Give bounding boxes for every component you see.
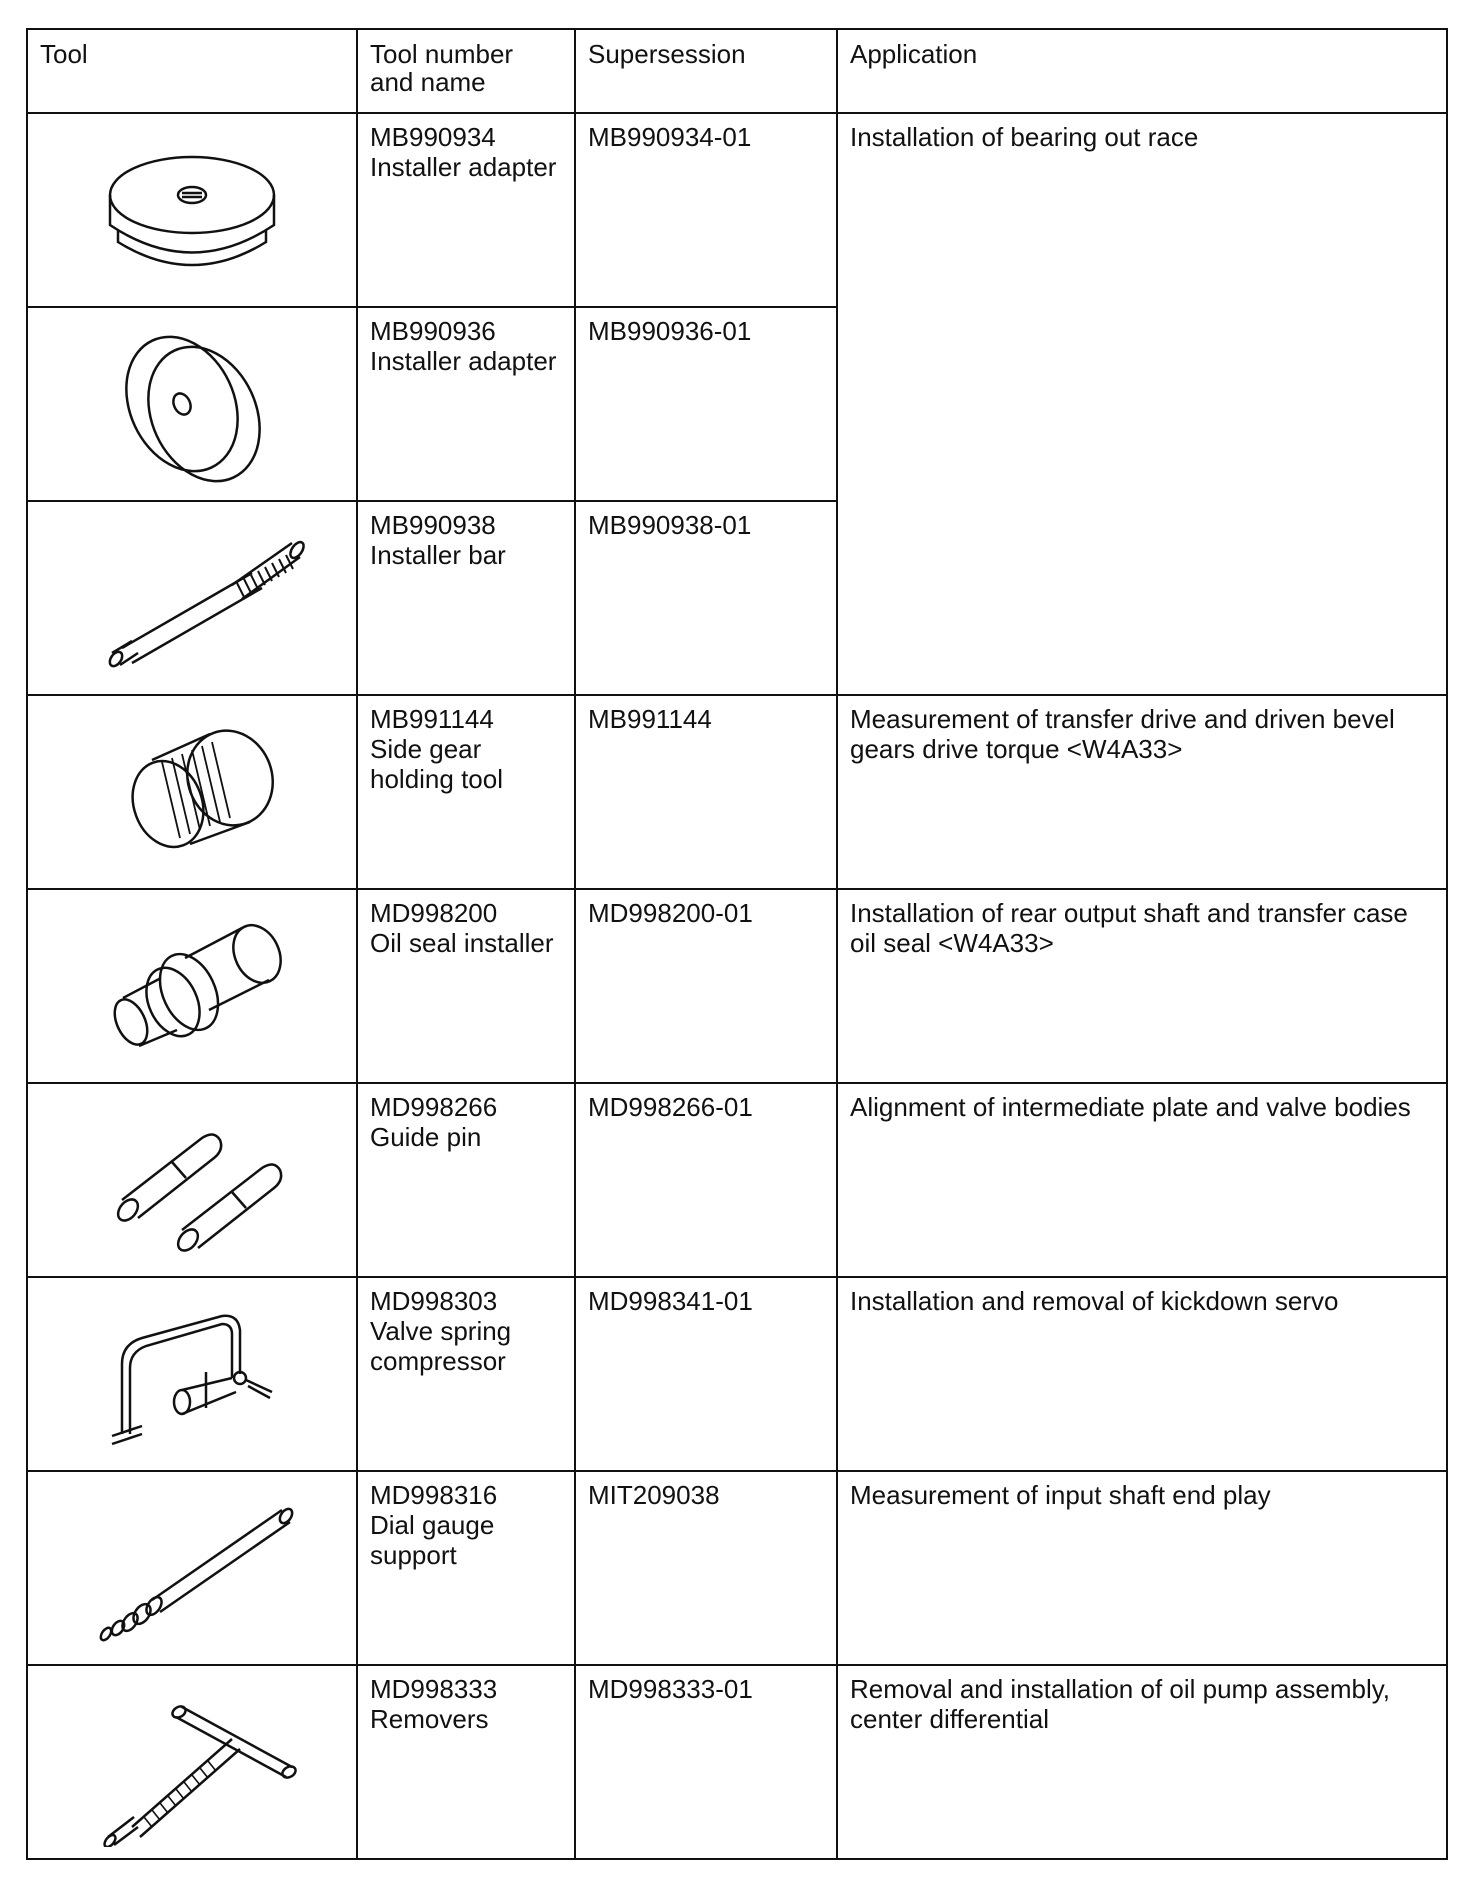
tool-number: MB991144 <box>370 704 494 734</box>
tool-name: Removers <box>370 1704 489 1734</box>
header-supersession: Supersession <box>575 29 837 113</box>
tool-number: MB990936 <box>370 316 496 346</box>
application-cell: Measurement of transfer drive and driven bevel gears drive torque <W4A33> <box>837 695 1447 889</box>
tool-number: MB990934 <box>370 122 496 152</box>
remover-icon <box>72 1677 312 1847</box>
tool-name: Installer adapter <box>370 346 557 376</box>
tool-name: Valve spring compressor <box>370 1316 512 1376</box>
installer-adapter-icon <box>82 130 302 290</box>
tool-image-cell <box>27 1471 357 1665</box>
tool-number-name-cell <box>357 1665 575 1859</box>
special-tools-table <box>26 28 1448 1860</box>
tool-number: MD998266 <box>370 1092 498 1122</box>
supersession-cell: MB990938-01 <box>575 501 837 695</box>
tool-image-cell <box>27 1665 357 1859</box>
tool-image-cell <box>27 113 357 307</box>
tool-image-cell <box>27 1083 357 1277</box>
dial-gauge-support-icon <box>72 1488 312 1648</box>
table-row <box>27 1471 1447 1665</box>
table-row <box>27 113 1447 307</box>
table-row <box>27 695 1447 889</box>
tool-name: Installer bar <box>370 540 506 570</box>
tool-name: Dial gauge support <box>370 1510 495 1570</box>
supersession-cell: MB991144 <box>575 695 837 889</box>
application-cell: Removal and installation of oil pump assembly, center differential <box>837 1665 1447 1859</box>
tool-name: Oil seal installer <box>370 928 554 958</box>
special-tools-sheet <box>26 28 1446 1860</box>
tool-image-cell <box>27 307 357 501</box>
installer-adapter-disc-icon <box>82 319 302 489</box>
guide-pin-icon <box>82 1100 302 1260</box>
tool-name: Guide pin <box>370 1122 482 1152</box>
supersession-cell: MB990936-01 <box>575 307 837 501</box>
oil-seal-installer-icon <box>77 906 307 1066</box>
valve-spring-compressor-icon <box>82 1294 302 1454</box>
application-cell: Alignment of intermediate plate and valve bodies <box>837 1083 1447 1277</box>
supersession-cell: MB990934-01 <box>575 113 837 307</box>
table-header-row <box>27 29 1447 113</box>
application-cell: Measurement of input shaft end play <box>837 1471 1447 1665</box>
supersession-cell: MD998200-01 <box>575 889 837 1083</box>
header-application: Application <box>837 29 1447 113</box>
tool-number: MD998333 <box>370 1674 498 1704</box>
tool-number-name-cell <box>357 1083 575 1277</box>
tool-name: Installer adapter <box>370 152 557 182</box>
application-cell: Installation of rear output shaft and transfer case oil seal <W4A33> <box>837 889 1447 1083</box>
tool-number: MB990938 <box>370 510 496 540</box>
tool-number-name-cell <box>357 1471 575 1665</box>
tool-number: MD998316 <box>370 1480 498 1510</box>
application-cell: Installation of bearing out race <box>837 113 1447 695</box>
tool-number: MD998303 <box>370 1286 498 1316</box>
application-cell: Installation and removal of kickdown servo <box>837 1277 1447 1471</box>
tool-image-cell <box>27 695 357 889</box>
table-row <box>27 1083 1447 1277</box>
tool-number-name-cell <box>357 307 575 501</box>
tool-image-cell <box>27 501 357 695</box>
tool-number-name-cell <box>357 501 575 695</box>
supersession-cell: MD998341-01 <box>575 1277 837 1471</box>
tool-number-name-cell <box>357 695 575 889</box>
tool-number-name-cell <box>357 889 575 1083</box>
tool-image-cell <box>27 1277 357 1471</box>
tool-number: MD998200 <box>370 898 498 928</box>
side-gear-holding-tool-icon <box>82 712 302 872</box>
header-tool: Tool <box>27 29 357 113</box>
table-row <box>27 1665 1447 1859</box>
tool-number-name-cell <box>357 1277 575 1471</box>
header-tool-number-name: Tool number and name <box>357 29 575 113</box>
table-row <box>27 1277 1447 1471</box>
tool-image-cell <box>27 889 357 1083</box>
table-row <box>27 889 1447 1083</box>
tool-number-name-cell <box>357 113 575 307</box>
tool-name: Side gear holding tool <box>370 734 503 794</box>
supersession-cell: MD998266-01 <box>575 1083 837 1277</box>
supersession-cell: MIT209038 <box>575 1471 837 1665</box>
supersession-cell: MD998333-01 <box>575 1665 837 1859</box>
installer-bar-icon <box>72 513 312 683</box>
